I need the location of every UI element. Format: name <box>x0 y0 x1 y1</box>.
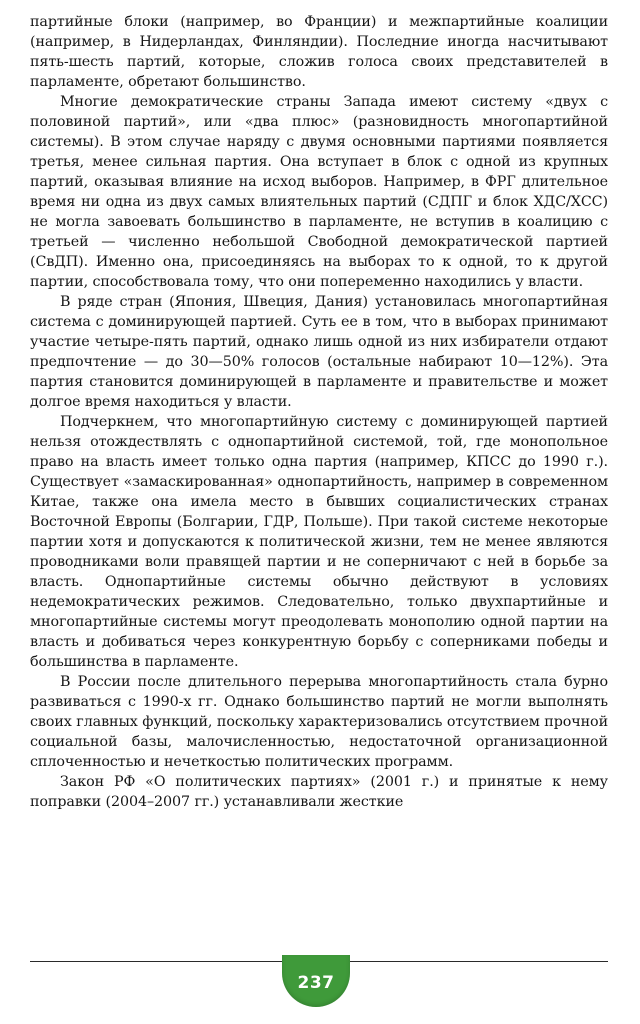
paragraph-1: партийные блоки (например, во Франции) и межпартийные коалиции (например, в Нидерландах, Финляндии). Последние иногда насчитывают пять-шесть партий, которые, сложив голоса своих представителей в парламенте, обретают большинство. <box>30 14 608 90</box>
paragraph-5: В России после длительного перерыва многопартийность стала бурно развиваться с 1990-х гг. Однако большинство партий не могли выполнять своих главных функций, поскольку характеризовались отсутствием прочной социальной базы, малочисленностью, недостаточной организационной сплоченностью и нечеткостью политических программ. <box>30 674 608 770</box>
page-number: 237 <box>297 973 335 993</box>
page-number-badge <box>282 955 350 1007</box>
paragraph-6: Закон РФ «О политических партиях» (2001 г.) и принятые к нему поправки (2004–2007 гг.) устанавливали жесткие <box>30 774 608 810</box>
page-body-text <box>30 12 608 812</box>
paragraph-3: В ряде стран (Япония, Швеция, Дания) установилась многопартийная система с доминирующей партией. Суть ее в том, что в выборах принимают участие четыре-пять партий, однако лишь одной из них избиратели отдают предпочтение — до 30—50% голосов (остальные набирают 10—12%). Эта партия становится доминирующей в парламенте и правительстве и может долгое время находиться у власти. <box>30 294 608 410</box>
paragraph-2: Многие демократические страны Запада имеют систему «двух с половиной партий», или «два плюс» (разновидность многопартийной системы). В этом случае наряду с двумя основными партиями появляется третья, менее сильная партия. Она вступает в блок с одной из крупных партий, оказывая влияние на исход выборов. Например, в ФРГ длительное время ни одна из двух самых влиятельных партий (СДПГ и блок ХДС/ХСС) не могла завоевать большинство в парламенте, не вступив в коалицию с третьей — численно небольшой Свободной демократической партией (СвДП). Именно она, присоединяясь на выборах то к одной, то к другой партии, способствовала тому, что они попеременно находились у власти. <box>30 94 608 290</box>
paragraph-4: Подчеркнем, что многопартийную систему с доминирующей партией нельзя отождествлять с однопартийной системой, той, где монопольное право на власть имеет только одна партия (например, КПСС до 1990 г.). Существует «замаскированная» однопартийность, например в современном Китае, также она имела место в бывших социалистических странах Восточной Европы (Болгарии, ГДР, Польше). При такой системе некоторые партии хотя и допускаются к политической жизни, тем не менее являются проводниками воли правящей партии и не соперничают с ней в борьбе за власть. Однопартийные системы обычно действуют в условиях недемократических режимов. Следовательно, только двухпартийные и многопартийные системы могут преодолевать монополию одной партии на власть и добиваться через конкурентную борьбу с соперниками победы и большинства в парламенте. <box>30 414 608 670</box>
